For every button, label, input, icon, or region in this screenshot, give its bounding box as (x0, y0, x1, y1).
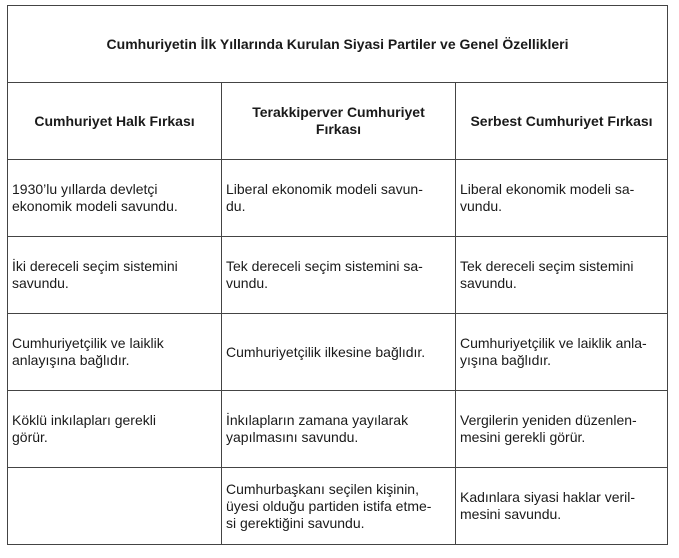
table-cell: Cumhuriyetçilik ve laiklik anla- yışına bağlıdır. (456, 314, 668, 391)
table-cell: Liberal ekonomik modeli savun- du. (222, 160, 456, 237)
table-row (8, 160, 668, 237)
column-header-tcf: Terakkiperver Cumhuriyet Fırkası (222, 83, 456, 160)
table-cell: Cumhuriyetçilik ve laiklik anlayışına bağlıdır. (8, 314, 222, 391)
header-row (8, 83, 668, 160)
table-cell: Kadınlara siyasi haklar veril- mesini savundu. (456, 468, 668, 545)
table-cell: 1930’lu yıllarda devletçi ekonomik modeli savundu. (8, 160, 222, 237)
table-cell: Vergilerin yeniden düzenlen- mesini gerekli görür. (456, 391, 668, 468)
table-row (8, 391, 668, 468)
table-cell (8, 468, 222, 545)
table-row (8, 237, 668, 314)
table-cell: Tek dereceli seçim sistemini savundu. (456, 237, 668, 314)
table-cell: Köklü inkılapları gerekli görür. (8, 391, 222, 468)
table-cell: İnkılapların zamana yayılarak yapılmasını savundu. (222, 391, 456, 468)
table-row (8, 314, 668, 391)
table-cell: Cumhurbaşkanı seçilen kişinin, üyesi olduğu partiden istifa etme- si gerektiğini savundu. (222, 468, 456, 545)
column-header-scf: Serbest Cumhuriyet Fırkası (456, 83, 668, 160)
column-header-chf: Cumhuriyet Halk Fırkası (8, 83, 222, 160)
table-row (8, 468, 668, 545)
table-cell: İki dereceli seçim sistemini savundu. (8, 237, 222, 314)
table-cell: Cumhuriyetçilik ilkesine bağlıdır. (222, 314, 456, 391)
table-title: Cumhuriyetin İlk Yıllarında Kurulan Siyasi Partiler ve Genel Özellikleri (8, 6, 668, 83)
table-cell: Tek dereceli seçim sistemini sa- vundu. (222, 237, 456, 314)
table-cell: Liberal ekonomik modeli sa- vundu. (456, 160, 668, 237)
title-row (8, 6, 668, 83)
parties-table (7, 5, 668, 545)
